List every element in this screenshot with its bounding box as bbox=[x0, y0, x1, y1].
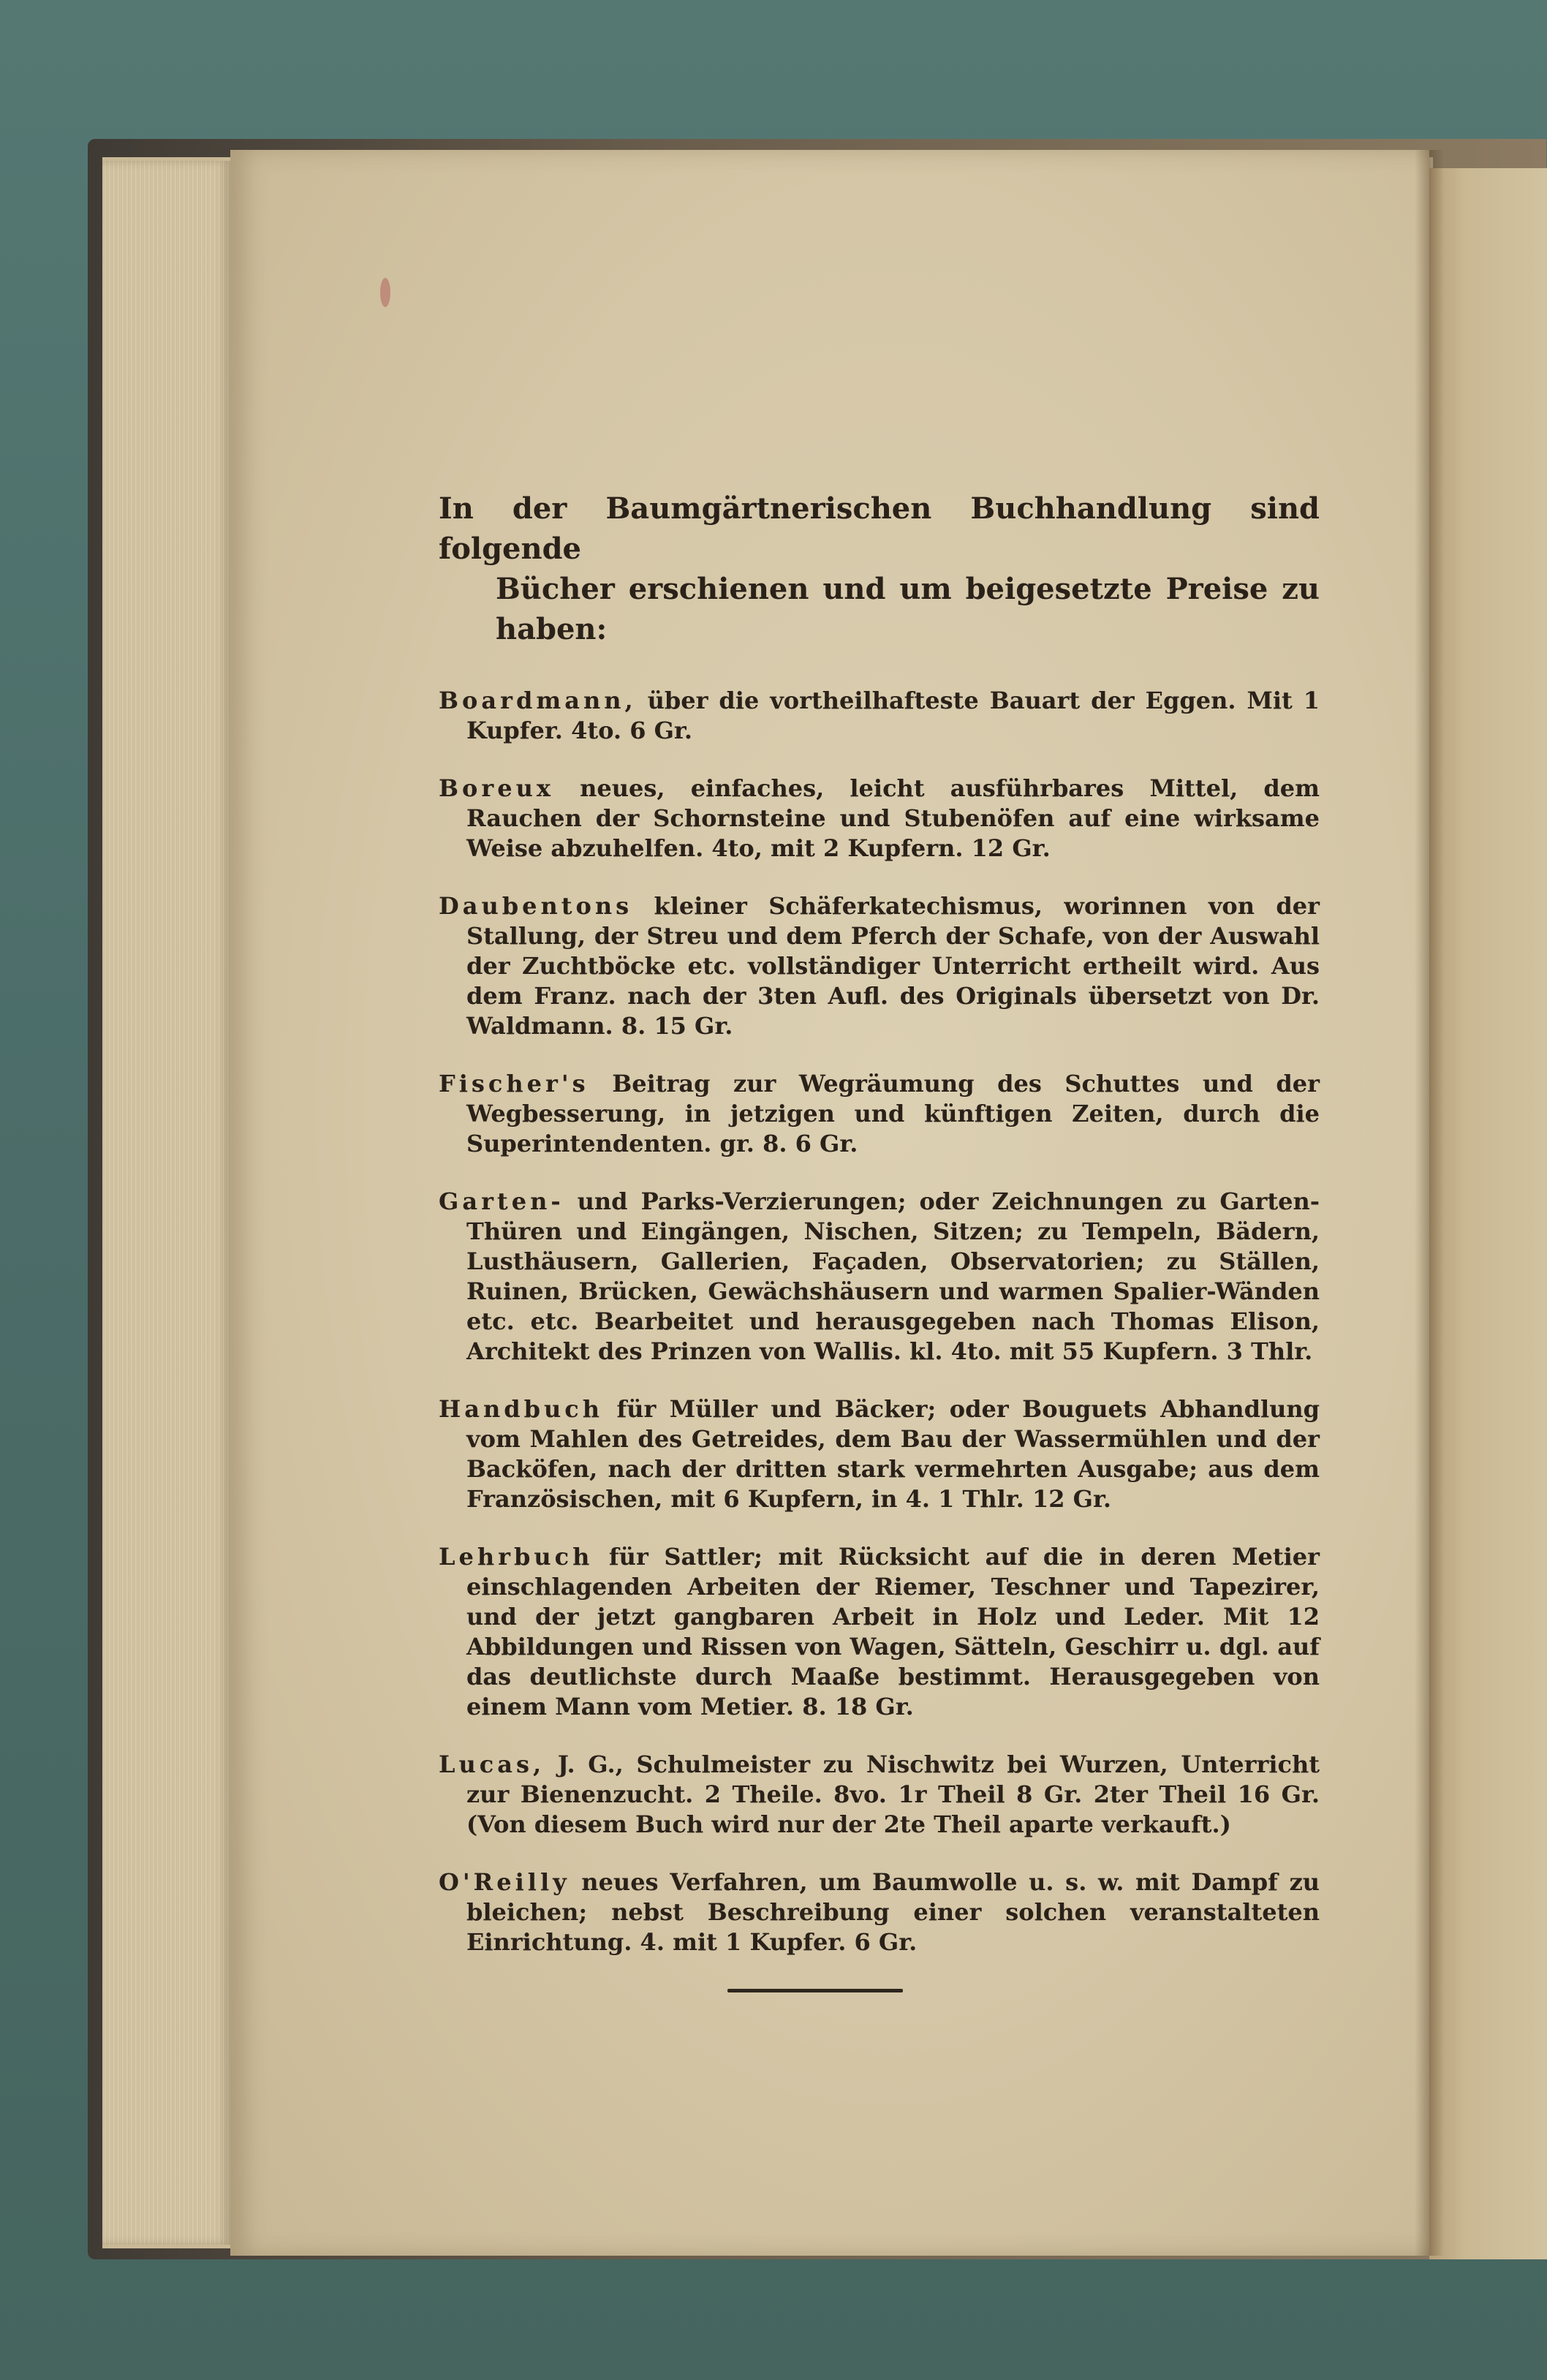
entry-text: neues Verfahren, um Baumwolle u. s. w. mit Dampf zu bleichen; nebst Beschreibung einer solchen veranstalteten Einrichtung. 4. mit 1 Kupfer. 6 Gr. bbox=[466, 1868, 1320, 1956]
page-text bbox=[439, 488, 1320, 1985]
book-entry bbox=[439, 1750, 1320, 1840]
entry-text: J. G., Schulmeister zu Nischwitz bei Wurzen, Unterricht zur Bienenzucht. 2 Theile. 8vo. 1r Theil 8 Gr. 2ter Theil 16 Gr. (Von diesem Buch wird nur der 2te Theil aparte verkauft.) bbox=[466, 1750, 1320, 1838]
page-gutter bbox=[1415, 150, 1444, 2256]
book-entry bbox=[439, 1542, 1320, 1722]
ink-stain bbox=[380, 278, 390, 307]
page-header bbox=[439, 488, 1320, 649]
entry-author: Garten- bbox=[439, 1187, 564, 1215]
entry-author: Handbuch bbox=[439, 1395, 603, 1423]
book-entry bbox=[439, 686, 1320, 746]
page-edges bbox=[102, 161, 230, 2245]
book-entry bbox=[439, 891, 1320, 1041]
entry-text: über die vortheilhafteste Bauart der Eggen. Mit 1 Kupfer. 4to. 6 Gr. bbox=[466, 687, 1320, 744]
entry-author: Daubentons bbox=[439, 892, 633, 920]
book-entry bbox=[439, 1394, 1320, 1514]
right-page bbox=[1429, 168, 1547, 2259]
entry-author: Boreux bbox=[439, 774, 554, 802]
entry-author: O'Reilly bbox=[439, 1868, 570, 1896]
entry-text: für Müller und Bäcker; oder Bouguets Abhandlung vom Mahlen des Getreides, dem Bau der Wassermühlen und der Backöfen, nach der dritten stark vermehrten Ausgabe; aus dem Französischen, mit 6 Kupfern, in 4. 1 Thlr. 12 Gr. bbox=[466, 1395, 1320, 1513]
entry-text: neues, einfaches, leicht ausführbares Mittel, dem Rauchen der Schornsteine und Stubenöfen auf eine wirksame Weise abzuhelfen. 4to, mit 2 Kupfern. 12 Gr. bbox=[466, 774, 1320, 862]
entry-text: kleiner Schäferkatechismus, worinnen von der Stallung, der Streu und dem Pferch der Schafe, von der Auswahl der Zuchtböcke etc. vollständiger Unterricht ertheilt wird. Aus dem Franz. nach der 3ten Aufl. des Originals übersetzt von Dr. Waldmann. 8. 15 Gr. bbox=[466, 892, 1320, 1040]
book-entry bbox=[439, 1867, 1320, 1957]
entry-text: Beitrag zur Wegräumung des Schuttes und der Wegbesserung, in jetzigen und künftigen Zeiten, durch die Superintendenten. gr. 8. 6 Gr. bbox=[466, 1070, 1320, 1157]
book-entry bbox=[439, 774, 1320, 864]
header-line-2: Bücher erschienen und um beigesetzte Preise zu haben: bbox=[496, 572, 1320, 646]
header-line-1: In der Baumgärtnerischen Buchhandlung sind folgende bbox=[439, 491, 1320, 566]
entry-author: Fischer's bbox=[439, 1070, 589, 1098]
entry-author: Boardmann, bbox=[439, 687, 637, 714]
entry-author: Lucas, bbox=[439, 1750, 545, 1778]
entry-text: für Sattler; mit Rücksicht auf die in deren Metier einschlagenden Arbeiten der Riemer, Teschner und Tapezirer, und der jetzt gangbaren Arbeit in Holz und Leder. Mit 12 Abbildungen und Rissen von Wagen, Sätteln, Geschirr u. dgl. auf das deutlichste durch Maaße bestimmt. Herausgegeben von einem Mann vom Metier. 8. 18 Gr. bbox=[466, 1543, 1320, 1720]
book-entry bbox=[439, 1069, 1320, 1159]
end-rule bbox=[727, 1989, 903, 1992]
book-entry bbox=[439, 1187, 1320, 1367]
entry-text: und Parks-Verzierungen; oder Zeichnungen zu Garten-Thüren und Eingängen, Nischen, Sitzen; zu Tempeln, Bädern, Lusthäusern, Gallerien, Façaden, Observatorien; zu Ställen, Ruinen, Brücken, Gewächshäusern und warmen Spalier-Wänden etc. etc. Bearbeitet und herausgegeben nach Thomas Elison, Architekt des Prinzen von Wallis. kl. 4to. mit 55 Kupfern. 3 Thlr. bbox=[466, 1187, 1320, 1365]
entry-author: Lehrbuch bbox=[439, 1543, 594, 1571]
